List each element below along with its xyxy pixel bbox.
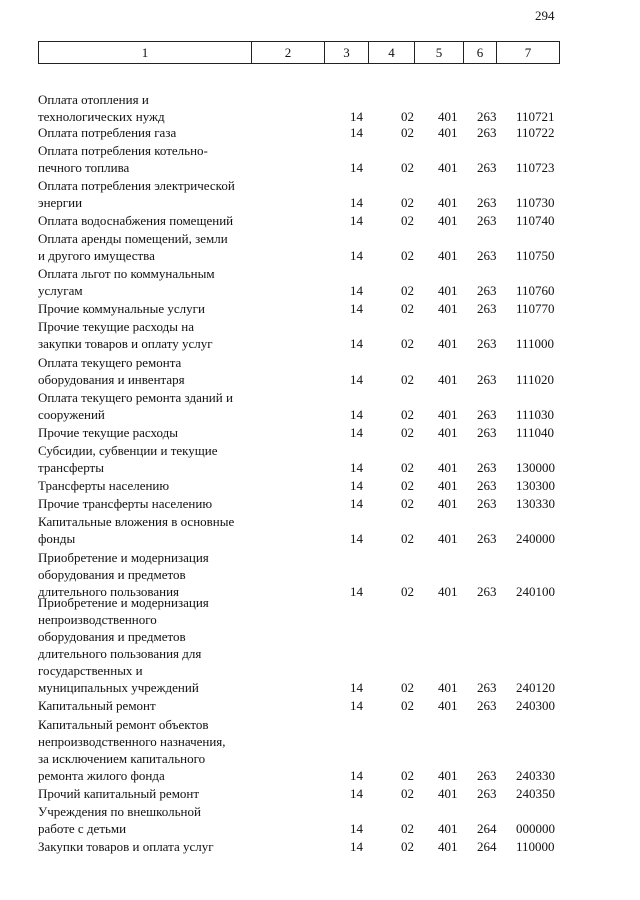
section-cell: 14 bbox=[350, 195, 363, 210]
code-cell: 240350 bbox=[516, 786, 555, 801]
code-cell: 240120 bbox=[516, 680, 555, 695]
section-cell: 14 bbox=[350, 125, 363, 140]
row-label-line: Учреждения по внешкольной bbox=[38, 804, 201, 819]
table-row bbox=[0, 142, 640, 176]
article-cell: 401 bbox=[438, 301, 458, 316]
row-label bbox=[38, 477, 253, 494]
table-row bbox=[0, 838, 640, 855]
row-label-line: Прочие трансферты населению bbox=[38, 496, 213, 511]
subarticle-cell: 263 bbox=[477, 768, 497, 783]
row-label bbox=[38, 318, 253, 352]
subsection-cell: 02 bbox=[401, 680, 414, 695]
article-cell: 401 bbox=[438, 125, 458, 140]
subsection-cell: 02 bbox=[401, 336, 414, 351]
table-row bbox=[0, 549, 640, 600]
section-cell: 14 bbox=[350, 248, 363, 263]
row-label-line: сооружений bbox=[38, 407, 105, 422]
column-header-6: 6 bbox=[464, 42, 497, 63]
row-label bbox=[38, 424, 253, 441]
subsection-cell: 02 bbox=[401, 407, 414, 422]
row-label bbox=[38, 124, 253, 141]
article-cell: 401 bbox=[438, 680, 458, 695]
section-cell: 14 bbox=[350, 372, 363, 387]
subarticle-cell: 263 bbox=[477, 160, 497, 175]
subarticle-cell: 263 bbox=[477, 195, 497, 210]
row-label-line: Прочие текущие расходы bbox=[38, 425, 178, 440]
subarticle-cell: 263 bbox=[477, 109, 497, 124]
row-label-line: Капитальный ремонт объектов bbox=[38, 717, 209, 732]
row-label-line: Оплата потребления газа bbox=[38, 125, 177, 140]
row-label bbox=[38, 142, 253, 176]
row-label bbox=[38, 177, 253, 211]
subarticle-cell: 263 bbox=[477, 478, 497, 493]
row-label-line: Оплата текущего ремонта зданий и bbox=[38, 390, 233, 405]
section-cell: 14 bbox=[350, 425, 363, 440]
row-label-line: энергии bbox=[38, 195, 83, 210]
subarticle-cell: 263 bbox=[477, 213, 497, 228]
row-label-line: печного топлива bbox=[38, 160, 130, 175]
row-label-line: и другого имущества bbox=[38, 248, 155, 263]
code-cell: 110740 bbox=[516, 213, 555, 228]
code-cell: 110760 bbox=[516, 283, 555, 298]
column-header-7: 7 bbox=[524, 44, 532, 60]
article-cell: 401 bbox=[438, 531, 458, 546]
subsection-cell: 02 bbox=[401, 584, 414, 599]
article-cell: 401 bbox=[438, 698, 458, 713]
article-cell: 401 bbox=[438, 283, 458, 298]
row-label-line: Капитальный ремонт bbox=[38, 698, 156, 713]
section-cell: 14 bbox=[350, 698, 363, 713]
code-cell: 130330 bbox=[516, 496, 555, 511]
subsection-cell: 02 bbox=[401, 496, 414, 511]
table-row bbox=[0, 354, 640, 388]
row-label-line: ремонта жилого фонда bbox=[38, 768, 165, 783]
table-row bbox=[0, 513, 640, 547]
row-label bbox=[38, 549, 253, 600]
row-label bbox=[38, 716, 253, 784]
article-cell: 401 bbox=[438, 460, 458, 475]
code-cell: 110722 bbox=[516, 125, 555, 140]
table-row bbox=[0, 424, 640, 441]
subarticle-cell: 263 bbox=[477, 125, 497, 140]
subsection-cell: 02 bbox=[401, 478, 414, 493]
section-cell: 14 bbox=[350, 478, 363, 493]
row-label bbox=[38, 697, 253, 714]
subsection-cell: 02 bbox=[401, 372, 414, 387]
row-label-line: непроизводственного назначения, bbox=[38, 734, 226, 749]
table-row bbox=[0, 442, 640, 476]
row-label-line: Капитальные вложения в основные bbox=[38, 514, 235, 529]
section-cell: 14 bbox=[350, 496, 363, 511]
code-cell: 240000 bbox=[516, 531, 555, 546]
code-cell: 110721 bbox=[516, 109, 555, 124]
code-cell: 111030 bbox=[516, 407, 555, 422]
subsection-cell: 02 bbox=[401, 195, 414, 210]
section-cell: 14 bbox=[350, 680, 363, 695]
table-row bbox=[0, 803, 640, 837]
section-cell: 14 bbox=[350, 109, 363, 124]
row-label bbox=[38, 230, 253, 264]
section-cell: 14 bbox=[350, 407, 363, 422]
table-row bbox=[0, 300, 640, 317]
table-row bbox=[0, 91, 640, 125]
subsection-cell: 02 bbox=[401, 821, 414, 836]
table-row bbox=[0, 230, 640, 264]
row-label-line: Оплата отопления и bbox=[38, 92, 149, 107]
column-header-2: 2 bbox=[252, 42, 325, 63]
row-label-line: Субсидии, субвенции и текущие bbox=[38, 443, 218, 458]
article-cell: 401 bbox=[438, 195, 458, 210]
subarticle-cell: 263 bbox=[477, 531, 497, 546]
article-cell: 401 bbox=[438, 768, 458, 783]
row-label bbox=[38, 495, 253, 512]
row-label-line: оборудования и предметов bbox=[38, 567, 186, 582]
subsection-cell: 02 bbox=[401, 283, 414, 298]
code-cell: 110730 bbox=[516, 195, 555, 210]
subsection-cell: 02 bbox=[401, 839, 414, 854]
subarticle-cell: 263 bbox=[477, 248, 497, 263]
table-row bbox=[0, 212, 640, 229]
section-cell: 14 bbox=[350, 839, 363, 854]
section-cell: 14 bbox=[350, 460, 363, 475]
table-row bbox=[0, 318, 640, 352]
subarticle-cell: 263 bbox=[477, 680, 497, 695]
section-cell: 14 bbox=[350, 786, 363, 801]
code-cell: 130300 bbox=[516, 478, 555, 493]
code-cell: 111000 bbox=[516, 336, 555, 351]
code-cell: 111040 bbox=[516, 425, 555, 440]
code-cell: 110770 bbox=[516, 301, 555, 316]
subarticle-cell: 263 bbox=[477, 496, 497, 511]
column-header-3: 3 bbox=[325, 42, 369, 63]
subarticle-cell: 263 bbox=[477, 301, 497, 316]
row-label bbox=[38, 91, 253, 125]
row-label-line: работе с детьми bbox=[38, 821, 127, 836]
article-cell: 401 bbox=[438, 213, 458, 228]
row-label-line: Оплата потребления электрической bbox=[38, 178, 235, 193]
row-label bbox=[38, 803, 253, 837]
row-label-line: Прочие текущие расходы на bbox=[38, 319, 194, 334]
code-cell: 240100 bbox=[516, 584, 555, 599]
section-cell: 14 bbox=[350, 531, 363, 546]
row-label-line: Оплата льгот по коммунальным bbox=[38, 266, 215, 281]
row-label-line: муниципальных учреждений bbox=[38, 680, 199, 695]
subsection-cell: 02 bbox=[401, 301, 414, 316]
subarticle-cell: 263 bbox=[477, 372, 497, 387]
row-label-line: оборудования и предметов bbox=[38, 629, 186, 644]
subarticle-cell: 263 bbox=[477, 460, 497, 475]
article-cell: 401 bbox=[438, 425, 458, 440]
row-label bbox=[38, 354, 253, 388]
subsection-cell: 02 bbox=[401, 531, 414, 546]
article-cell: 401 bbox=[438, 336, 458, 351]
row-label-line: оборудования и инвентаря bbox=[38, 372, 185, 387]
subsection-cell: 02 bbox=[401, 160, 414, 175]
article-cell: 401 bbox=[438, 786, 458, 801]
row-label bbox=[38, 513, 253, 547]
section-cell: 14 bbox=[350, 213, 363, 228]
row-label-line: трансферты bbox=[38, 460, 104, 475]
row-label-line: услугам bbox=[38, 283, 83, 298]
row-label-line: Приобретение и модернизация bbox=[38, 550, 209, 565]
row-label-line: Прочие коммунальные услуги bbox=[38, 301, 205, 316]
row-label-line: Приобретение и модернизация bbox=[38, 595, 209, 610]
section-cell: 14 bbox=[350, 283, 363, 298]
table-row bbox=[0, 594, 640, 696]
table-row bbox=[0, 716, 640, 784]
row-label-line: Закупки товаров и оплата услуг bbox=[38, 839, 214, 854]
article-cell: 401 bbox=[438, 821, 458, 836]
subsection-cell: 02 bbox=[401, 125, 414, 140]
article-cell: 401 bbox=[438, 407, 458, 422]
subsection-cell: 02 bbox=[401, 109, 414, 124]
article-cell: 401 bbox=[438, 160, 458, 175]
row-label-line: фонды bbox=[38, 531, 76, 546]
table-row bbox=[0, 495, 640, 512]
subsection-cell: 02 bbox=[401, 768, 414, 783]
section-cell: 14 bbox=[350, 336, 363, 351]
code-cell: 110000 bbox=[516, 839, 555, 854]
row-label-line: технологических нужд bbox=[38, 109, 165, 124]
table-row bbox=[0, 177, 640, 211]
code-cell: 111020 bbox=[516, 372, 555, 387]
column-header-1: 1 bbox=[39, 42, 252, 63]
subsection-cell: 02 bbox=[401, 460, 414, 475]
row-label bbox=[38, 212, 253, 229]
code-cell: 130000 bbox=[516, 460, 555, 475]
row-label-line: Оплата аренды помещений, земли bbox=[38, 231, 228, 246]
subarticle-cell: 263 bbox=[477, 407, 497, 422]
subarticle-cell: 263 bbox=[477, 698, 497, 713]
row-label-line: Оплата потребления котельно- bbox=[38, 143, 208, 158]
section-cell: 14 bbox=[350, 584, 363, 599]
table-row bbox=[0, 389, 640, 423]
row-label bbox=[38, 265, 253, 299]
article-cell: 401 bbox=[438, 496, 458, 511]
code-cell: 110750 bbox=[516, 248, 555, 263]
code-cell: 240330 bbox=[516, 768, 555, 783]
code-cell: 000000 bbox=[516, 821, 555, 836]
subsection-cell: 02 bbox=[401, 248, 414, 263]
subarticle-cell: 263 bbox=[477, 283, 497, 298]
subarticle-cell: 263 bbox=[477, 425, 497, 440]
row-label-line: государственных и bbox=[38, 663, 143, 678]
row-label bbox=[38, 594, 253, 696]
section-cell: 14 bbox=[350, 768, 363, 783]
article-cell: 401 bbox=[438, 584, 458, 599]
row-label-line: длительного пользования для bbox=[38, 646, 202, 661]
article-cell: 401 bbox=[438, 478, 458, 493]
section-cell: 14 bbox=[350, 821, 363, 836]
row-label-line: Оплата текущего ремонта bbox=[38, 355, 182, 370]
row-label-line: Оплата водоснабжения помещений bbox=[38, 213, 234, 228]
column-header-4: 4 bbox=[369, 42, 415, 63]
article-cell: 401 bbox=[438, 248, 458, 263]
table-row bbox=[0, 785, 640, 802]
subsection-cell: 02 bbox=[401, 213, 414, 228]
row-label-line: закупки товаров и оплату услуг bbox=[38, 336, 213, 351]
table-row bbox=[0, 124, 640, 141]
row-label-line: Трансферты населению bbox=[38, 478, 170, 493]
subsection-cell: 02 bbox=[401, 698, 414, 713]
column-header-5: 5 bbox=[415, 42, 464, 63]
subsection-cell: 02 bbox=[401, 425, 414, 440]
table-row bbox=[0, 265, 640, 299]
row-label bbox=[38, 300, 253, 317]
section-cell: 14 bbox=[350, 301, 363, 316]
row-label bbox=[38, 785, 253, 802]
article-cell: 401 bbox=[438, 109, 458, 124]
article-cell: 401 bbox=[438, 839, 458, 854]
table-row bbox=[0, 477, 640, 494]
article-cell: 401 bbox=[438, 372, 458, 387]
table-row bbox=[0, 697, 640, 714]
section-cell: 14 bbox=[350, 160, 363, 175]
subarticle-cell: 263 bbox=[477, 584, 497, 599]
subarticle-cell: 264 bbox=[477, 821, 497, 836]
subsection-cell: 02 bbox=[401, 786, 414, 801]
row-label bbox=[38, 838, 253, 855]
row-label-line: длительного пользования bbox=[38, 584, 180, 599]
subarticle-cell: 263 bbox=[477, 336, 497, 351]
row-label bbox=[38, 442, 253, 476]
row-label-line: за исключением капитального bbox=[38, 751, 206, 766]
code-cell: 110723 bbox=[516, 160, 555, 175]
subarticle-cell: 263 bbox=[477, 786, 497, 801]
row-label bbox=[38, 389, 253, 423]
subarticle-cell: 264 bbox=[477, 839, 497, 854]
row-label-line: Прочий капитальный ремонт bbox=[38, 786, 200, 801]
code-cell: 240300 bbox=[516, 698, 555, 713]
row-label-line: непроизводственного bbox=[38, 612, 157, 627]
page-number: 294 bbox=[535, 8, 555, 23]
